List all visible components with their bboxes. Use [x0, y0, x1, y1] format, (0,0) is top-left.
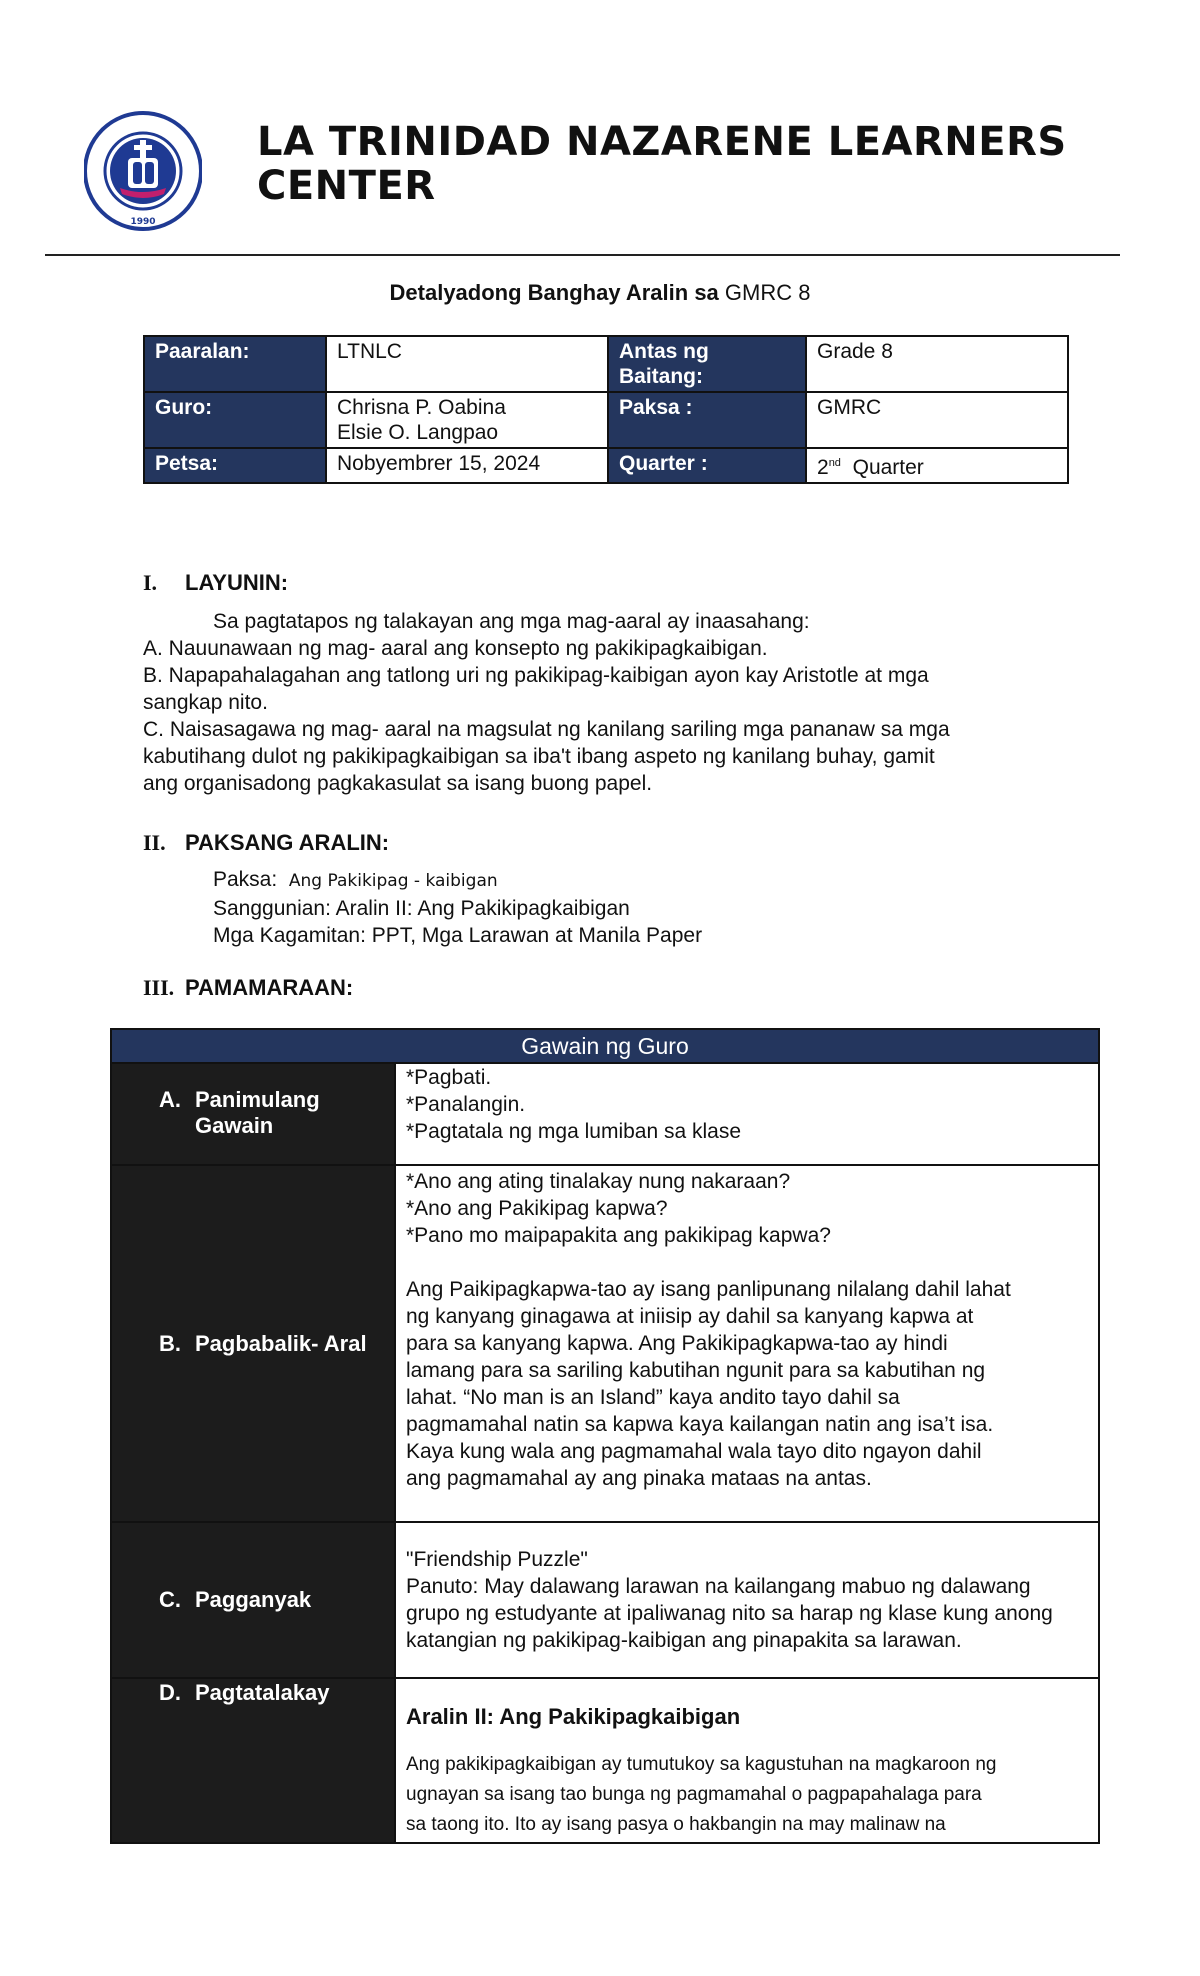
- kagamitan-line: Mga Kagamitan: PPT, Mga Larawan at Manila Paper: [213, 924, 703, 947]
- sanggunian-line: Sanggunian: Aralin II: Ang Pakikipagkaibigan: [213, 897, 630, 920]
- section-pamamaraan-heading: III. PAMAMARAAN:: [143, 975, 354, 1000]
- paksa-value: GMRC: [806, 392, 1068, 448]
- row-label-pagbabalik-aral: B. Pagbabalik- Aral: [111, 1165, 395, 1522]
- layunin-a: A. Nauunawaan ng mag- aaral ang konsepto ng pakikipagkaibigan.: [143, 637, 768, 660]
- paaralan-value: LTNLC: [326, 336, 608, 392]
- table-row: [111, 1063, 1099, 1165]
- article-title: Aralin II: Ang Pakikipagkaibigan: [406, 1704, 741, 1729]
- row-content-pagtatalakay: Aralin II: Ang Pakikipagkaibigan Ang pakikipagkaibigan ay tumutukoy sa kagustuhan na magkaroon ng ugnayan sa isang tao bunga ng pagmamahal o pagpapahalaga para sa taong ito. Ito ay isang pasya o hakbangin na may malinaw na: [395, 1678, 1099, 1843]
- petsa-value: Nobyembrer 15, 2024: [326, 448, 608, 483]
- section-layunin-heading: I. LAYUNIN:: [143, 570, 289, 595]
- row-content-pagganyak: "Friendship Puzzle" Panuto: May dalawang larawan na kailangang mabuo ng dalawang grupo ng estudyante at ipaliwanag nito sa harap ng klase kung anong katangian ng pakikipag-kaibigan ang pinapakita sa larawan.: [395, 1522, 1099, 1678]
- method-table-header: Gawain ng Guro: [111, 1029, 1099, 1063]
- guro-value: [326, 392, 608, 448]
- layunin-intro: Sa pagtatapos ng talakayan ang mga mag-aaral ay inaasahang:: [213, 610, 810, 633]
- antas-label: [608, 336, 806, 392]
- school-name: LA TRINIDAD NAZARENE LEARNERS CENTER: [257, 119, 1067, 209]
- guro-label: Guro:: [144, 392, 326, 448]
- row-label-pagganyak: C. Pagganyak: [111, 1522, 395, 1678]
- row-content-pagbabalik-aral: *Ano ang ating tinalakay nung nakaraan? *Ano ang Pakikipag kapwa? *Pano mo maipapakita ang pakikipag kapwa? Ang Paikipagkapwa-tao ay isang panlipunang nilalang dahil lahat ng kanyang ginagawa at iniisip ay dahil sa kanyang kapwa at para sa kanyang kapwa. Ang Pakikipagkapwa-tao ay hindi lamang para sa sariling kabutihan ngunit para sa kabutihan ng lahat. “No man is an Island” kaya andito tayo dahil sa pagmamahal natin sa kapwa kaya kailangan natin ang isa’t isa. Kaya kung wala ang pagmamahal wala tayo dito ngayon dahil ang pagmamahal ay ang pinaka mataas na antas.: [395, 1165, 1099, 1522]
- antas-label-line2: Baitang:: [619, 365, 703, 388]
- quarter-label: Quarter :: [608, 448, 806, 483]
- layunin-b2: sangkap nito.: [143, 691, 268, 714]
- row-label-panimulang-gawain: A. Panimulang Gawain: [111, 1063, 395, 1165]
- method-table: [110, 1028, 1100, 1844]
- row-label-pagtatalakay: D. Pagtatalakay: [111, 1678, 395, 1843]
- guro-name-1: Chrisna P. Oabina: [337, 396, 506, 419]
- section-paksang-aralin-heading: II. PAKSANG ARALIN:: [143, 830, 390, 855]
- row-content-panimulang-gawain: *Pagbati. *Panalangin. *Pagtatala ng mga lumiban sa klase: [395, 1063, 1099, 1165]
- section-layunin-body: [143, 608, 1083, 797]
- paaralan-label: Paaralan:: [144, 336, 326, 392]
- document-title-bold: Detalyadong Banghay Aralin sa: [389, 280, 719, 305]
- paksa-line: Paksa: Ang Pakikipag - kaibigan: [213, 868, 498, 891]
- friendship-puzzle-title: "Friendship Puzzle": [406, 1548, 588, 1571]
- guro-name-2: Elsie O. Langpao: [337, 421, 499, 444]
- document-title-subject: GMRC 8: [724, 280, 811, 305]
- table-row: [111, 1678, 1099, 1843]
- quarter-value: 2nd Quarter: [806, 448, 1068, 483]
- antas-value: Grade 8: [806, 336, 1068, 392]
- antas-label-line1: Antas ng: [619, 340, 709, 363]
- info-table: [143, 335, 1069, 484]
- table-row: [111, 1165, 1099, 1522]
- layunin-c3: ang organisadong pagkakasulat sa isang buong papel.: [143, 772, 653, 795]
- school-logo: [84, 96, 202, 246]
- layunin-c2: kabutihang dulot ng pakikipagkaibigan sa iba't ibang aspeto ng kanilang buhay, gamit: [143, 745, 935, 768]
- petsa-label: Petsa:: [144, 448, 326, 483]
- layunin-b1: B. Napapahalagahan ang tatlong uri ng pakikipag-kaibigan ayon kay Aristotle at mga: [143, 664, 929, 687]
- section-paksang-aralin-body: [143, 866, 1083, 949]
- layunin-c1: C. Naisasagawa ng mag- aaral na magsulat ng kanilang sariling mga pananaw sa mga: [143, 718, 950, 741]
- header-divider: [45, 254, 1120, 256]
- document-title: [0, 280, 1200, 306]
- logo-year: 1990: [130, 217, 156, 227]
- table-row: [111, 1522, 1099, 1678]
- paksa-label: Paksa :: [608, 392, 806, 448]
